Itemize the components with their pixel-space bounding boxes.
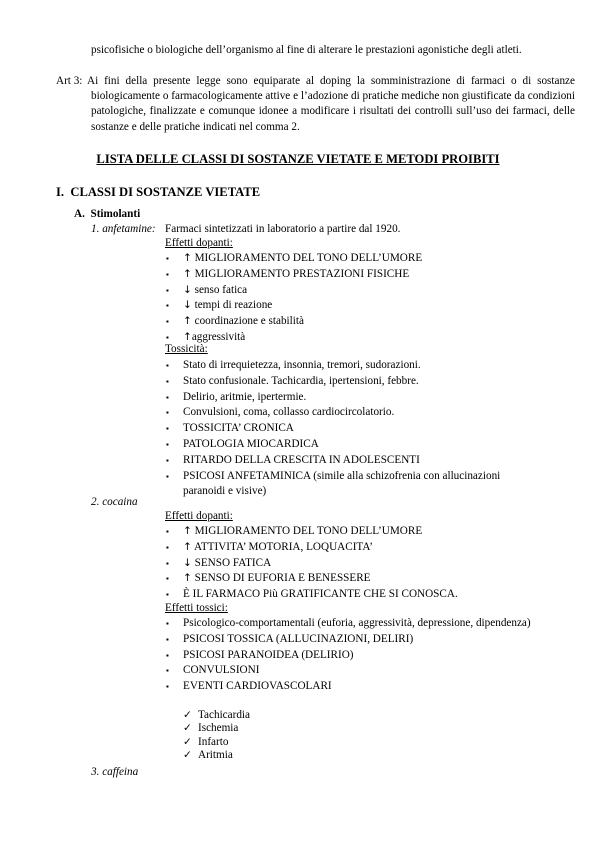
list-item-text: Stato confusionale. Tachicardia, ipertensioni, febbre. (183, 374, 419, 387)
anfetamine-label: 1. anfetamine: (91, 223, 156, 235)
arrow-up-icon: ↑ (183, 572, 192, 585)
arrow-up-icon: ↑ (183, 267, 192, 280)
bullet-icon: ▪ (166, 439, 169, 449)
check-item (183, 736, 250, 749)
check-icon: ✓ (183, 748, 192, 761)
list-item (165, 251, 545, 266)
check-item (183, 709, 250, 722)
arrow-up-icon: ↑ (183, 315, 192, 328)
anfetamine-dopanti-list (165, 251, 545, 346)
list-item (165, 540, 545, 555)
list-item (165, 437, 545, 452)
list-item-text: tempi di reazione (191, 299, 273, 312)
bullet-icon: ▪ (166, 590, 169, 600)
list-item-text: senso fatica (191, 283, 248, 296)
list-item-text: Convulsioni, coma, collasso cardiocircolatorio. (183, 406, 395, 419)
check-item (183, 722, 250, 735)
list-item-text: MIGLIORAMENTO PRESTAZIONI FISICHE (191, 267, 410, 280)
list-item (165, 374, 545, 389)
bullet-icon: ▪ (166, 301, 169, 311)
list-item-text: MIGLIORAMENTO DEL TONO DELL’UMORE (191, 252, 423, 264)
list-item-text: aggressività (191, 330, 246, 343)
list-item (165, 267, 545, 282)
list-item-text: EVENTI CARDIOVASCOLARI (183, 680, 332, 693)
check-icon: ✓ (183, 709, 192, 721)
list-item (165, 663, 545, 678)
anfetamine-dopanti-heading: Effetti dopanti: (165, 237, 233, 249)
list-item-text: Stato di irrequietezza, insonnia, tremori, sudorazioni. (183, 359, 421, 371)
check-item-text: Infarto (198, 735, 229, 748)
list-item-text: MIGLIORAMENTO DEL TONO DELL’UMORE (191, 525, 423, 537)
arrow-down-icon: ↓ (183, 299, 192, 312)
article-3 (56, 74, 575, 135)
list-item (165, 298, 545, 313)
list-item (165, 283, 545, 298)
cocaina-tossici-list (165, 616, 545, 695)
section-heading: I. CLASSI DI SOSTANZE VIETATE (56, 185, 261, 199)
caffeina-label: 3. caffeina (91, 766, 139, 778)
bullet-icon: ▪ (166, 650, 169, 660)
check-item-text: Aritmia (198, 748, 233, 761)
list-item (165, 453, 545, 468)
arrow-down-icon: ↓ (183, 283, 192, 296)
list-item-text: PATOLOGIA MIOCARDICA (183, 437, 319, 450)
list-item (165, 330, 545, 345)
bullet-icon: ▪ (166, 254, 169, 263)
article-3-label: Art 3: (56, 75, 83, 87)
list-item-text: Delirio, aritmie, ipertermie. (183, 390, 307, 403)
check-item (183, 749, 250, 762)
arrow-up-icon: ↑ (183, 540, 192, 553)
bullet-icon: ▪ (166, 408, 169, 418)
list-item-text: PSICOSI TOSSICA (ALLUCINAZIONI, DELIRI) (183, 632, 414, 645)
list-item (165, 358, 545, 373)
list-item (165, 469, 545, 499)
list-item (165, 632, 545, 647)
list-item (165, 390, 545, 405)
document-title: LISTA DELLE CLASSI DI SOSTANZE VIETATE E METODI PROIBITI (96, 152, 500, 166)
list-item (165, 405, 545, 420)
arrow-up-icon: ↑ (183, 525, 192, 537)
bullet-icon: ▪ (166, 361, 169, 370)
check-icon: ✓ (183, 735, 192, 748)
bullet-icon: ▪ (166, 392, 169, 402)
bullet-icon: ▪ (166, 332, 169, 342)
bullet-icon: ▪ (166, 619, 169, 628)
bullet-icon: ▪ (166, 424, 169, 434)
bullet-icon: ▪ (166, 527, 169, 536)
list-item-text: CONVULSIONI (183, 664, 260, 677)
cocaina-tossici-heading: Effetti tossici: (165, 602, 228, 614)
list-item-text: SENSO FATICA (191, 556, 272, 569)
bullet-icon: ▪ (166, 269, 169, 279)
list-item-text: PSICOSI PARANOIDEA (DELIRIO) (183, 648, 354, 661)
check-icon: ✓ (183, 722, 192, 735)
list-item (165, 648, 545, 663)
list-item-text: Psicologico-comportamentali (euforia, aggressività, depressione, dipendenza) (183, 617, 531, 629)
bullet-icon: ▪ (166, 558, 169, 568)
bullet-icon: ▪ (166, 634, 169, 644)
check-item-text: Tachicardia (198, 709, 251, 721)
bullet-icon: ▪ (166, 317, 169, 327)
bullet-icon: ▪ (166, 455, 169, 465)
arrow-up-icon: ↑ (183, 330, 192, 343)
list-item (165, 571, 545, 586)
anfetamine-tossicita-list (165, 358, 545, 500)
bullet-icon: ▪ (166, 682, 169, 692)
list-item-text: RITARDO DELLA CRESCITA IN ADOLESCENTI (183, 453, 420, 466)
cocaina-label: 2. cocaina (91, 496, 138, 508)
cocaina-dopanti-heading: Effetti dopanti: (165, 510, 233, 522)
list-item-text: coordinazione e stabilità (191, 315, 304, 328)
list-item (165, 421, 545, 436)
list-item-text: PSICOSI ANFETAMINICA (simile alla schizofrenia con allucinazioni paranoidi e visive) (183, 469, 501, 497)
bullet-icon: ▪ (166, 666, 169, 676)
list-item-text: ATTIVITA’ MOTORIA, LOQUACITA’ (191, 540, 373, 553)
cocaina-dopanti-list (165, 524, 545, 603)
list-item (165, 616, 545, 631)
anfetamine-tossicita-heading: Tossicità: (165, 343, 208, 355)
arrow-down-icon: ↓ (183, 556, 192, 569)
bullet-icon: ▪ (166, 542, 169, 552)
arrow-up-icon: ↑ (183, 252, 192, 264)
bullet-icon: ▪ (166, 285, 169, 295)
list-item-text: TOSSICITA’ CRONICA (183, 422, 294, 435)
bullet-icon: ▪ (166, 574, 169, 584)
bullet-icon: ▪ (166, 471, 169, 481)
article-3-text: Ai fini della presente legge sono equiparate al doping la somministrazione di farmaci o di sostanze biologicamente o farmacologicamente attive e l’adozione di pratiche mediche non giustificate da condizioni patologiche, finalizzate e comunque idonee a modificare i risultati dei controlli sull’uso dei farmaci, delle sostanze e delle pratiche indicati nel comma 2. (87, 75, 575, 133)
anfetamine-description: Farmaci sintetizzati in laboratorio a partire dal 1920. (165, 223, 401, 235)
list-item (165, 556, 545, 571)
list-item (165, 524, 545, 539)
continuation-paragraph: psicofisiche o biologiche dell’organismo al fine di alterare le prestazioni agonistiche degli atleti. (91, 44, 522, 56)
list-item (165, 314, 545, 329)
check-item-text: Ischemia (198, 722, 239, 735)
bullet-icon: ▪ (166, 376, 169, 386)
list-item (165, 679, 545, 694)
cardio-sublist (183, 709, 250, 762)
subsection-heading: A. Stimolanti (74, 208, 141, 220)
list-item-text: È IL FARMACO Più GRATIFICANTE CHE SI CONOSCA. (183, 588, 458, 601)
list-item-text: SENSO DI EUFORIA E BENESSERE (191, 572, 371, 585)
